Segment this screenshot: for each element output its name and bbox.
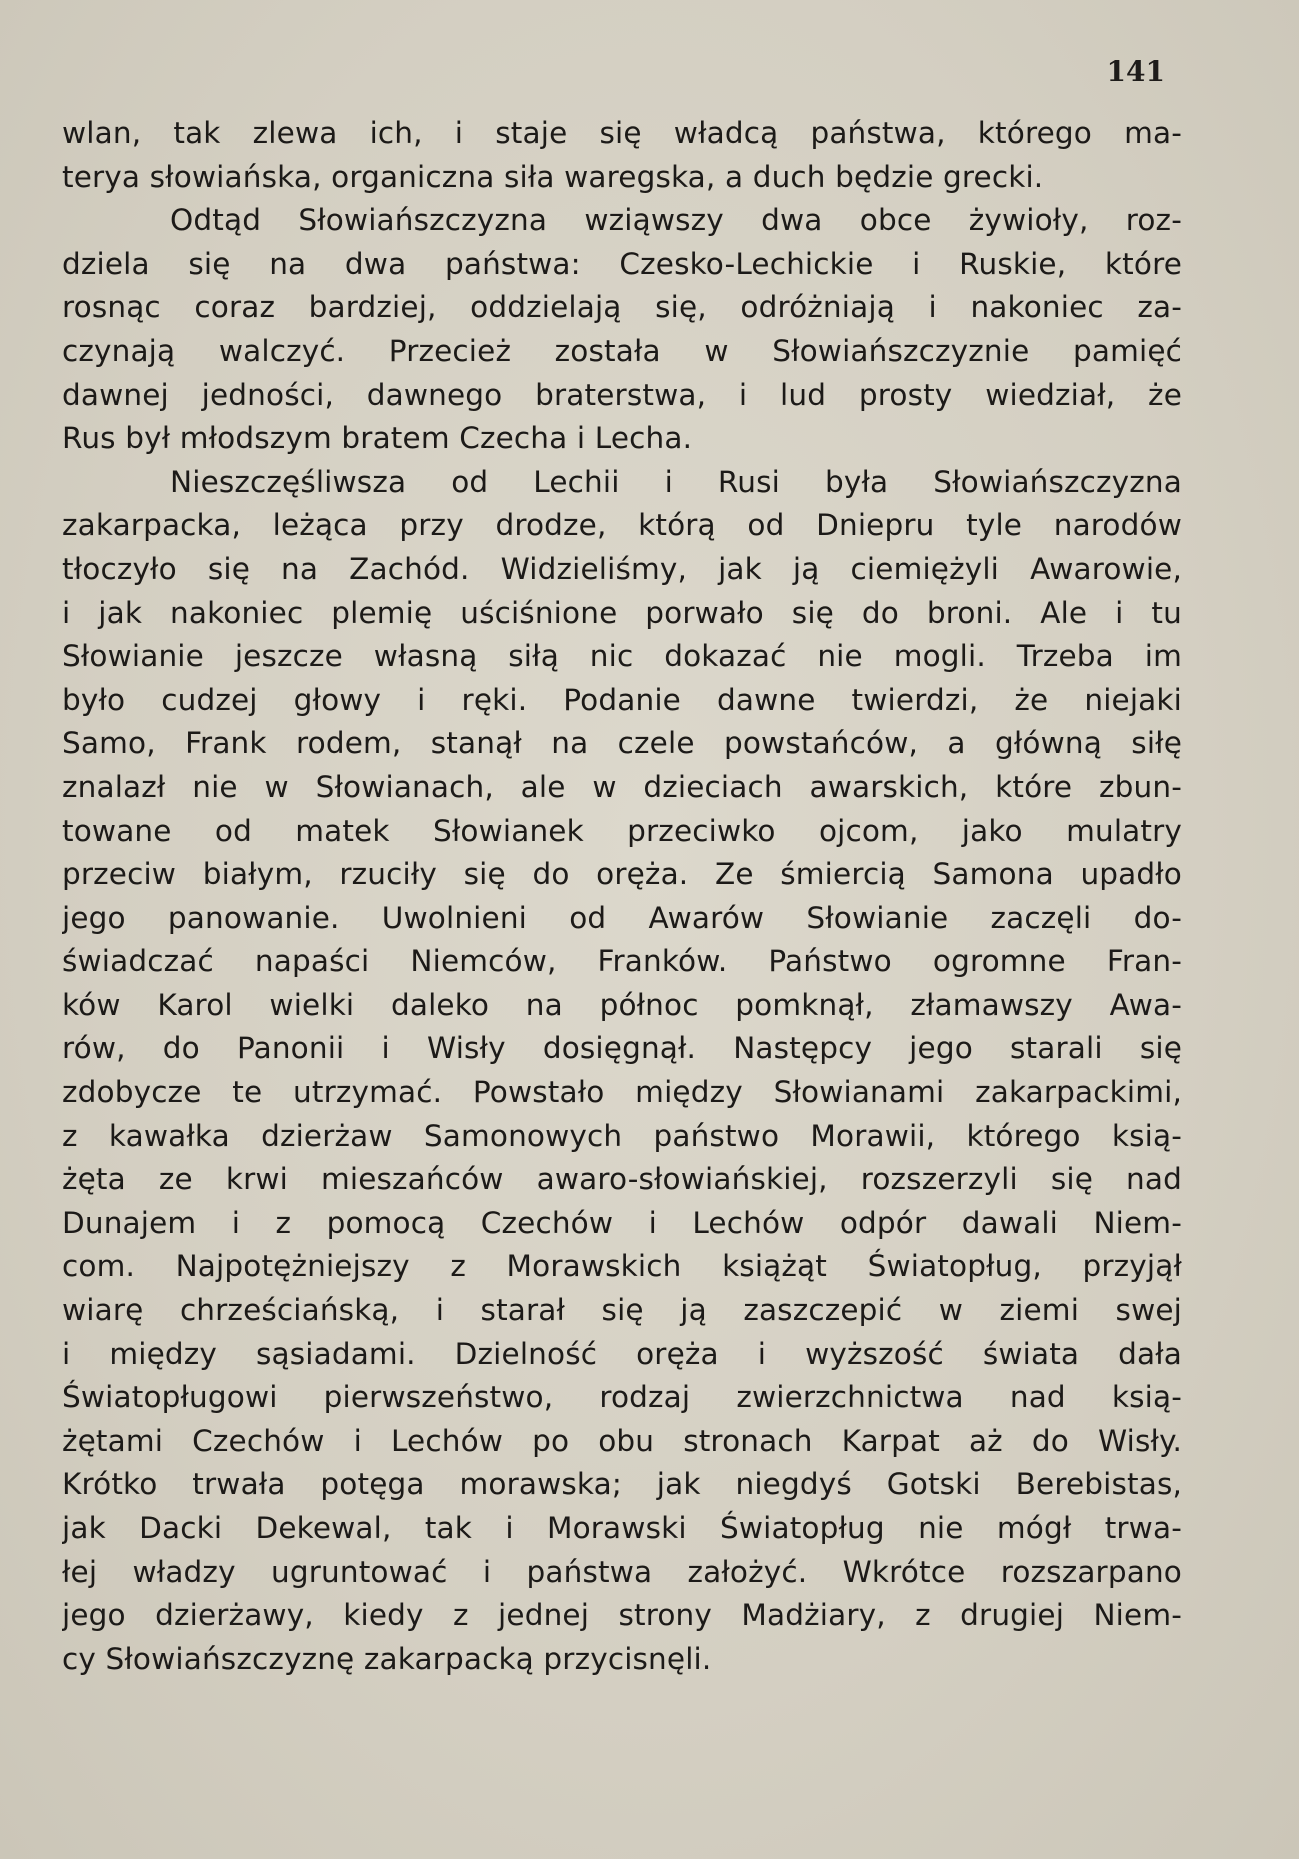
text-line: rosnąc coraz bardziej, oddzielają się, odróżniają i nakoniec za-	[62, 290, 1182, 325]
text-line: tłoczyło się na Zachód. Widzieliśmy, jak ją ciemiężyli Awarowie,	[62, 551, 1182, 586]
text-line: znalazł nie w Słowianach, ale w dzieciach awarskich, które zbun-	[62, 769, 1182, 804]
text-line: jak Dacki Dekewal, tak i Morawski Światopług nie mógł trwa-	[62, 1511, 1182, 1545]
page-number: 141	[1106, 55, 1165, 88]
paragraph	[62, 199, 1182, 461]
text-line: Samo, Frank rodem, stanął na czele powstańców, a główną siłę	[62, 726, 1182, 761]
text-line: wiarę chrześciańską, i starał się ją zaszczepić w ziemi swej	[62, 1293, 1182, 1328]
text-line: świadczać napaści Niemców, Franków. Państwo ogromne Fran-	[62, 944, 1182, 979]
text-line: zakarpacka, leżąca przy drodze, którą od Dniepru tyle narodów	[62, 508, 1182, 543]
text-line: żęta ze krwi mieszańców awaro-słowiańskiej, rozszerzyli się nad	[62, 1162, 1182, 1197]
paragraph	[62, 461, 1182, 1682]
text-line: Rus był młodszym bratem Czecha i Lecha.	[62, 421, 693, 456]
text-line: towane od matek Słowianek przeciwko ojcom, jako mulatry	[62, 813, 1182, 848]
text-line: com. Najpotężniejszy z Morawskich książąt Światopług, przyjął	[62, 1249, 1182, 1284]
text-line: jego panowanie. Uwolnieni od Awarów Słowianie zaczęli do-	[62, 900, 1182, 935]
text-line: było cudzej głowy i ręki. Podanie dawne twierdzi, że niejaki	[62, 682, 1182, 717]
text-line: Światopługowi pierwszeństwo, rodzaj zwierzchnictwa nad ksią-	[62, 1380, 1182, 1415]
text-line: dawnej jedności, dawnego braterstwa, i lud prosty wiedział, że	[62, 377, 1182, 412]
text-line: wlan, tak zlewa ich, i staje się władcą państwa, którego ma-	[62, 116, 1182, 150]
text-line: Słowianie jeszcze własną siłą nic dokazać nie mogli. Trzeba im	[62, 639, 1182, 674]
text-line: i między sąsiadami. Dzielność oręża i wyższość światа dała	[62, 1336, 1182, 1371]
text-line: Odtąd Słowiańszczyzna wziąwszy dwa obce żywioły, roz-	[170, 203, 1182, 238]
text-line: terya słowiańska, organiczna siła waregska, a duch będzie grecki.	[62, 159, 1044, 194]
text-line: Nieszczęśliwsza od Lechii i Rusi była Słowiańszczyzna	[170, 464, 1182, 499]
text-line: łej władzy ugruntować i państwa założyć. Wkrótce rozszarpano	[62, 1554, 1182, 1589]
text-line: i jak nakoniec plemię uściśnione porwało się do broni. Ale i tu	[62, 595, 1182, 630]
text-line: Dunajem i z pomocą Czechów i Lechów odpór dawali Niem-	[62, 1205, 1182, 1240]
body-text	[62, 112, 1182, 1681]
text-line: ków Karol wielki daleko na północ pomknął, złamawszy Awa-	[62, 987, 1182, 1022]
text-line: Krótko trwała potęga morawska; jak niegdyś Gotski Berebistas,	[62, 1467, 1182, 1502]
text-line: rów, do Panonii i Wisły dosięgnął. Następcy jego starali się	[62, 1031, 1182, 1066]
text-line: zdobycze te utrzymać. Powstało między Słowianami zakarpackimi,	[62, 1075, 1182, 1110]
text-line: dziela się na dwa państwa: Czesko-Lechickie i Ruskie, które	[62, 246, 1182, 281]
text-line: żętami Czechów i Lechów po obu stronach Karpat aż do Wisły.	[62, 1423, 1182, 1458]
text-line: cy Słowiańszczyznę zakarpacką przycisnęli.	[62, 1641, 712, 1676]
text-line: czynają walczyć. Przecież została w Słowiańszczyznie pamięć	[62, 333, 1182, 368]
text-line: jego dzierżawy, kiedy z jednej strony Madżiary, z drugiej Niem-	[62, 1598, 1182, 1633]
text-line: przeciw białym, rzuciły się do oręża. Ze śmiercią Samona upadło	[62, 857, 1182, 892]
text-line: z kawałka dzierżaw Samonowych państwo Morawii, którego ksią-	[62, 1118, 1182, 1153]
paragraph	[62, 112, 1182, 199]
